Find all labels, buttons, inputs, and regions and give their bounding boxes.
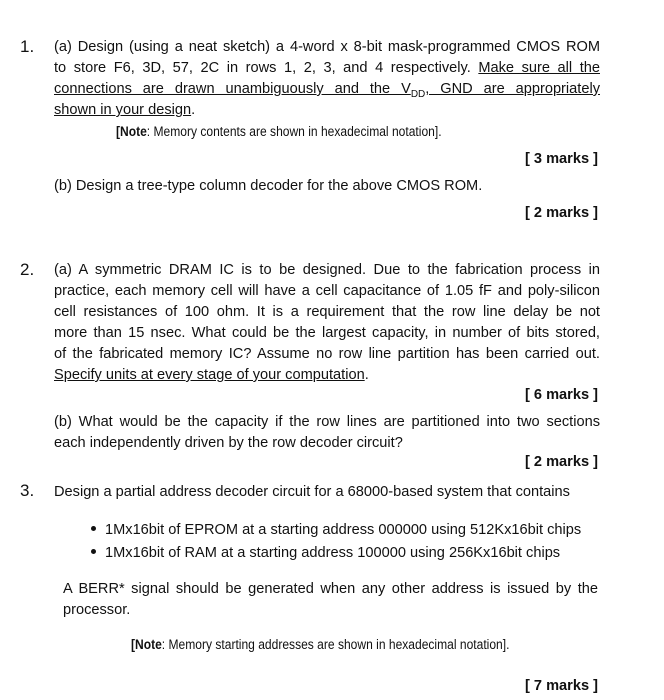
q3-marks: [ 7 marks ] [524,678,598,694]
q1-a-line-2: to store F6, 3D, 57, 2C in rows 1, 2, 3, and 4 respectively. Make sure all the [54,60,600,76]
q3-note: [Note: Memory starting addresses are shown in hexadecimal notation]. [131,637,510,652]
q2-b-line-2: each independently driven by the row decoder circuit? [54,435,403,451]
q2-marks-a: [ 6 marks ] [524,387,598,403]
q1-a-line-4: shown in your design. [54,102,196,118]
q1-marks-a: [ 3 marks ] [524,151,598,167]
q1-note: [Note: Memory contents are shown in hexadecimal notation]. [116,124,442,139]
q3-bullet-1: 1Mx16bit of EPROM at a starting address 000000 using 512Kx16bit chips [91,520,581,541]
q2-marks-b: [ 2 marks ] [524,454,598,470]
q3-berr-line-2: processor. [63,602,131,618]
q3-intro: Design a partial address decoder circuit for a 68000-based system that contains [54,484,570,500]
q2-part-a [54,260,600,386]
q1-a-line-3: connections are drawn unambiguously and the $V_{DD}$, GND are appropriately [54,81,600,100]
q2-a-line-3: cell resistances of 100 ohm. It is a requirement that the row line delay be not [54,304,600,320]
q3-berr-line-1: A BERR* signal should be generated when any other address is issued by the [63,581,598,597]
q2-a-line-4: more than 15 nsec. What could be the largest capacity, in number of bits stored, [54,325,600,341]
bullet-icon [91,549,96,554]
q3-bullet-2: 1Mx16bit of RAM at a starting address 100000 using 256Kx16bit chips [91,543,560,564]
q2-part-b [54,412,600,454]
q2-a-line-1: (a) A symmetric DRAM IC is to be designed. Due to the fabrication process in [54,262,600,278]
q3-berr [63,579,598,621]
q2-a-line-5: of the fabricated memory IC? Assume no row line partition has been carried out. [54,346,600,362]
q3-number: 3. [20,481,35,500]
q1-number: 1. [20,37,35,56]
q1-marks-b: [ 2 marks ] [524,205,598,221]
q2-a-line-2: practice, each memory cell will have a cell capacitance of 1.05 fF and poly-silicon [54,283,600,299]
q1-part-b: (b) Design a tree-type column decoder for the above CMOS ROM. [54,178,483,194]
q1-a-line-1: (a) Design (using a neat sketch) a 4-word x 8-bit mask-programmed CMOS ROM [54,39,600,55]
q2-number: 2. [20,260,35,279]
q2-b-line-1: (b) What would be the capacity if the row lines are partitioned into two sections [54,414,600,430]
q2-a-line-6: Specify units at every stage of your computation. [54,367,369,383]
q1-part-a [54,37,600,121]
bullet-icon [91,526,96,531]
